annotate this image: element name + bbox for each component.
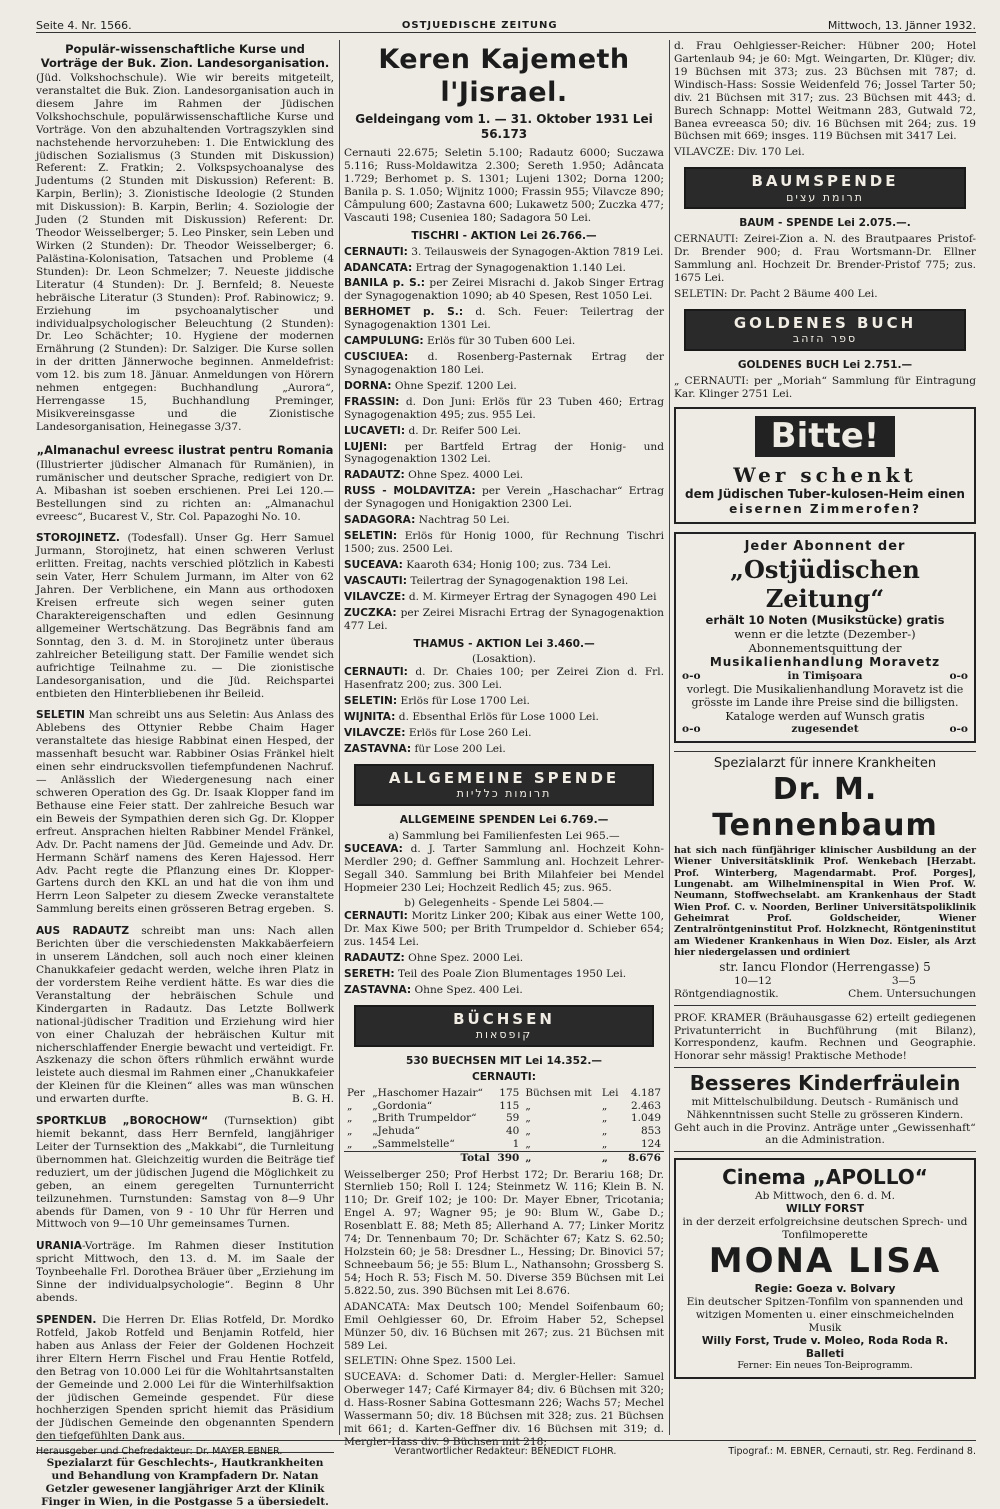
table-total-row: Total 390 „ „ 8.676 bbox=[344, 1151, 664, 1164]
article-kurse bbox=[36, 42, 334, 434]
list-item: RADAUTZ: Ohne Spez. 4000 Lei. bbox=[344, 469, 524, 482]
buechsen-body: Weisselberger 250; Prof Herbst 172; Dr. Berariu 168; Dr. Sternlieb 150; Roll I. 124; Steinmetz W. 116; Klein B. N. 110; Dr. Greif 102; je 100: Dr. Mayer Ebner, Tricotania; Engel A. 97; Wagner 95; je 90: Blum W., Gabe D.; Rosenblatt E. 88; Meth 85; Allerhand A. 77; Linker Moritz 74; Dr. Tennenbaum 70; Dr. Schächter 67; Katz S. 62.50; Holzstein 60; je 58: Dresdner L., Hessing; Dr. Binovici 57; Schneebaum 56; je 55: Blum L., Nathansohn; Grossberg S. 54; Hoch R. 53; Fisch M. 50. Diverse 359 Büchsen mit Lei 5.822.50, zus. 390 Büchsen mit Lei 8.676. bbox=[344, 1168, 664, 1297]
list-item: SELETIN: Erlös für Honig 1000, für Rechnung Tischri 1500; zus. 2500 Lei. bbox=[344, 530, 665, 556]
article-spenden-lead: SPENDEN. bbox=[36, 1314, 97, 1327]
header-masthead: OSTJUEDISCHE ZEITUNG bbox=[401, 19, 558, 31]
list-item: WIJNITA: d. Ebsenthal Erlös für Lose 1000 Lei. bbox=[344, 711, 599, 724]
ad-abo-line7: vorlegt. Die Musikalienhandlung Moravetz ist die grösste im Lande ihre Preise sind die billigsten. Kataloge werden auf Wunsch gratis bbox=[686, 682, 964, 723]
article-spenden bbox=[36, 1314, 334, 1443]
article-radautz-body: schreibt man uns: Nach allen Berichten über die verschiedensten Makkabäerfeiern in unserem Ländchen, soll auch noch einer kleinen Chanukkafeier gedacht werden, welche ihren Platz in der vorderstem Reihe verdient hätte. Es war dies die Veranstaltung der hebräischen Schule und Kindergarten in Radautz. Das Letzte Bollwerk national-jüdischer Tradition und Erziehung wird hier von einer Chaluzah der hebräischen Kultur mit nicherschlaffender Energie bewacht und verteidigt. Fr. Aszkenazy die schon öfters rühmlich erwähnt wurde leistete auch diesmal im Rahmen einer „Chanukkafeier der Kleinen für die Kleinen“ alles was man wünschen und erwarten durfte. bbox=[36, 925, 334, 1106]
article-seletin bbox=[36, 709, 334, 916]
list-item: CERNAUTI: Moritz Linker 200; Kibak aus einer Wette 100, Dr. Max Kiwe 500; per Brith Trumpeldor d. Schieber 654; zus. 1454 Lei. bbox=[344, 910, 665, 949]
list-item: CUSCIUEA: d. Rosenberg-Pasternak Ertrag der Synagogenaktion 180 Lei. bbox=[344, 351, 664, 376]
ad-kinderfraeulein bbox=[674, 1071, 976, 1152]
ad-abonnent bbox=[674, 532, 976, 743]
column-middle bbox=[344, 40, 665, 1448]
list-item: ZASTAVNA: Ohne Spez. 400 Lei. bbox=[344, 983, 523, 996]
list-item: CAMPULUNG: Erlös für 30 Tuben 600 Lei. bbox=[344, 335, 576, 348]
column-rule-2 bbox=[669, 40, 670, 1435]
article-urania-body: -Vorträge. Im Rahmen dieser Institution spricht Mittwoch, den 13. d. M. im Saale der Toynbeehalle Frl. Dorothea Bräuer über „Erziehung im Sinne der individualpsychologie“. Beginn 8 Uhr abends. bbox=[36, 1240, 334, 1305]
buechsen-adancata: ADANCATA: Max Deutsch 100; Mendel Soifenbaum 60; Emil Oehlgiesser 60, Dr. Efroim Haber 52, Schepsel Münzer 50, div. 16 Büchsen mit 267; zus. 21 Büchsen mit 589 Lei. bbox=[344, 1300, 664, 1352]
article-urania bbox=[36, 1240, 334, 1305]
page-header bbox=[36, 12, 976, 33]
baum-seletin: SELETIN: Dr. Pacht 2 Bäume 400 Lei. bbox=[674, 287, 878, 300]
list-item: CERNAUTI: d. Dr. Chaies 100; per Zeirei Zion d. Frl. Hasenfratz 200; zus. 300 Lei. bbox=[344, 666, 664, 692]
table-row: „ „Brith Trumpeldor“ 59 „ „ 1.049 bbox=[347, 1112, 661, 1125]
ad-cinema-film: MONA LISA bbox=[708, 1241, 942, 1282]
list-item: VASCAUTI: Teilertrag der Synagogenaktion 198 Lei. bbox=[344, 574, 629, 587]
list-item: ADANCATA: Ertrag der Synagogenaktion 1.140 Lei. bbox=[344, 261, 626, 274]
ad-abo-line8: o-o zugesendet o-o bbox=[682, 722, 968, 735]
ad-bitte-line2: Wer schenkt bbox=[733, 463, 917, 488]
article-storojinetz-body: (Todesfall). Unser Gg. Herr Samuel Jurmann, Storojinetz, hat einen schweren Verlust erlitten. Freitag, nachts verschied plötzlich in Kabesti sein Vater, Herr Schulem Jurmann, im Alter von 62 Jahren. Der Verblichene, ein Mann aus orthodoxen Kreisen erfreute sich wegen seiner guten Charaktereigenschaften und edlen Gesinnung allgemeiner Wertschätzung. Das Begräbnis fand am Sonntag, den 3. d. M. in Storojinetz unter überaus zahlreicher Beteiligung statt. Der Familie wendet sich aufrichtige Teilnahme zu. — Die zionistische Landesorganisation, und die Jüd. Reichspartei entbieten den Hinterbliebenen ihr Beileid. bbox=[36, 532, 334, 700]
kkl-intro: Cernauti 22.675; Seletin 5.100; Radautz 6000; Suczawa 5.116; Russ-Moldawitza 2.300; Sereth 1.950; Adâncata 1.729; Berhomet p. S. 1301; Lujeni 1302; Dorna 1200; Banila p. S. 1.050; Wijnitz 1000; Frassin 955; Vilavcze 890; Câmpulung 600; Zastavna 600; Lukawetz 500; Zuczka 477; Vascauti 198; Cuseniea 180; Sadagora 50 Lei. bbox=[344, 147, 664, 224]
article-seletin-signature: S. bbox=[323, 903, 334, 916]
gold-title: GOLDENES BUCH Lei 2.751.— bbox=[737, 358, 913, 371]
header-date: Mittwoch, 13. Jänner 1932. bbox=[827, 18, 976, 32]
list-item: SERETH: Teil des Poale Zion Blumentages 1950 Lei. bbox=[344, 968, 627, 981]
list-item: RADAUTZ: Ohne Spez. 2000 Lei. bbox=[344, 952, 524, 965]
header-page-number: Seite 4. Nr. 1566. bbox=[36, 18, 132, 32]
list-item: VILAVCZE: d. M. Kirmeyer Ertrag der Synagogen 490 Lei bbox=[344, 590, 657, 603]
buechsen-seletin: SELETIN: Ohne Spez. 1500 Lei. bbox=[344, 1355, 516, 1368]
article-kurse-title: Populär-wissenschaftliche Kurse und Vorträge der Buk. Zion. Landesorganisation. bbox=[40, 42, 330, 71]
article-almanach bbox=[36, 443, 334, 524]
ad-abo-line1: Jeder Abonnent der bbox=[744, 538, 906, 554]
ad-bitte-headline: Bitte! bbox=[755, 416, 896, 457]
ad-cinema-director: Regie: Goeza v. Bolvary bbox=[754, 1282, 896, 1295]
ad-getzler: Spezialarzt für Geschlechts-, Hautkrankheiten und Behandlung von Krampfadern Dr. Natan Getzler gewesener langjähriger Arzt der Klinik Finger in Wien, in die Postgasse 5 a übersiedelt. bbox=[36, 1452, 334, 1509]
list-item: ZUCZKA: per Zeirei Misrachi Ertrag der Synagogenaktion 477 Lei. bbox=[344, 606, 665, 632]
ad-tennenbaum-name: Dr. M. Tennenbaum bbox=[712, 771, 938, 844]
ad-abo-line2: „Ostjüdischen Zeitung“ bbox=[730, 554, 920, 613]
list-item: SUCEAVA: d. J. Tarter Sammlung anl. Hochzeit Kohn-Merdler 290; d. Geffner Sammlung anl. Hochzeit Lehrer-Segall 340. Sammlung bei Brith Milahfeier bei Mendel Hopmeier 230 Lei; Hochzeit Redlich 45; zus. 965. bbox=[344, 842, 664, 894]
gold-cernauti: „ CERNAUTI: per „Moriah“ Sammlung für Eintragung Kar. Klinger 2751 Lei. bbox=[674, 374, 976, 400]
ad-tennenbaum-services: Röntgendiagnostik. Chem. Untersuchungen bbox=[674, 987, 976, 1000]
article-almanach-body: (Illustrierter jüdischer Almanach für Rumänien), in rumänischer und deutscher Sprache, redigiert von Dr. A. Mibashan ist soeben erschienen. Prei Lei 120.— Bestellungen sind zu richten an: „Almanachul evreesc“, Bucarest V., Str. Col. Papazoghi No. 10. bbox=[36, 458, 334, 523]
banner-buechsen-hebrew: קופסאות bbox=[475, 1028, 533, 1042]
ad-abo-line4: wenn er die letzte (Dezember-) Abonnementsquittung der bbox=[734, 627, 916, 656]
ad-tennenbaum-hours: 10—12 3—5 bbox=[734, 974, 916, 987]
article-sportklub-body: (Turnsektion) gibt hiemit bekannt, dass Herr Bernfeld, langjähriger Leiter der Turnsektion des „Makkabi“, die Turnleitung übernommen hat. Gleichzeitig wurden die Beiträge tief reduziert, um der jüdischen Jugend die Möglichkeit zu geben, an einem geregelten Turnunterricht teilzunehmen. Turnstunden: Samstag von 8—9 Uhr abends für Damen, von 9 - 10 Uhr für Herren und Mittwoch von 9—10 Uhr gemeinsames Turnen. bbox=[36, 1115, 334, 1231]
ad-tennenbaum-address: str. Iancu Flondor (Herrengasse) 5 bbox=[719, 960, 931, 975]
buechsen-continued: d. Frau Oehlgiesser-Reicher: Hübner 200; Hotel Gartenlaub 94; je 60: Mgt. Weingarten, Dr. Klüger; div. 19 Büchsen mit 373; zus. 23 Büchsen mit 787; d. Windisch-Hass: Sossie Weidenfeld 76; Jossel Tarter 50; div. 21 Büchsen mit 317; zus. 23 Büchsen mit 443; d. Burech Schnapp: Mottel Weitmann 283, Gutwald 72, Banea evreeasca 50; div. 16 Büchsen mit 264; zus. 19 Büchsen mit 669; insges. 119 Büchsen mit 3417 Lei. bbox=[674, 40, 976, 143]
list-item: SADAGORA: Nachtrag 50 Lei. bbox=[344, 514, 510, 527]
buechsen-vilavcze: VILAVCZE: Div. 170 Lei. bbox=[674, 146, 805, 159]
ad-kinderfraeulein-body: mit Mittelschulbildung. Deutsch - Rumänisch und Nähkenntnissen sucht Stelle zu grösseren Kindern. Geht auch in die Provinz. Anträge unter „Gewissenhaft“ an die Administration. bbox=[674, 1095, 976, 1147]
banner-allgemeine-label: ALLGEMEINE SPENDE bbox=[388, 769, 620, 788]
ad-abo-line5: Musikalienhandlung Moravetz bbox=[709, 655, 941, 670]
table-row: Per „Haschomer Hazair“ 175 Büchsen mit Lei 4.187 bbox=[347, 1086, 661, 1099]
thamus-title: THAMUS - AKTION Lei 3.460.— bbox=[413, 637, 595, 650]
page-footer bbox=[36, 1440, 976, 1463]
list-item: SUCEAVA: Kaaroth 634; Honig 100; zus. 734 Lei. bbox=[344, 558, 612, 571]
banner-buechsen-label: BÜCHSEN bbox=[453, 1010, 555, 1029]
article-urania-lead: URANIA bbox=[36, 1240, 82, 1253]
ad-tennenbaum-body: hat sich nach fünfjähriger klinischer Ausbildung an der Wiener Universitätsklinik Prof. Wenkebach [Herzabt. Prof. Winterberg, Magendarmabt. Prof. Porges], Lungenabt. am Wilhelminenspital in Wien Prof. W. Neumann, Stoffwechselabt. am Krankenhaus der Stadt Wien Prof. C. v. Noorden, Berliner Universitätspoliklinik Geheimrat Prof. Goldscheider, Wiener Zentralröntgeninstitut Prof. Holzknecht, Röntgeninstitut am Wiedener Krankenhaus in Wien Doz. Eisler, als Arzt hier niedergelassen und ordiniert bbox=[674, 844, 976, 958]
article-radautz bbox=[36, 925, 334, 1106]
ad-abo-line3: erhält 10 Noten (Musikstücke) gratis bbox=[705, 613, 945, 628]
allg-a-heading: a) Sammlung bei Familienfesten Lei 965.— bbox=[388, 829, 620, 842]
article-sportklub-lead: SPORTKLUB „BOROCHOW“ bbox=[36, 1115, 209, 1128]
footer-publisher: Herausgeber und Chefredakteur: Dr. MAYER EBNER. bbox=[36, 1446, 283, 1458]
list-item: BANILA p. S.: per Zeirei Misrachi d. Jakob Singer Ertrag der Synagogenaktion 1090; ab 40 Spesen, Rest 1050 Lei. bbox=[344, 277, 665, 303]
thamus-subtitle: (Losaktion). bbox=[471, 653, 537, 666]
allg-title: ALLGEMEINE SPENDEN Lei 6.769.— bbox=[399, 813, 609, 826]
article-seletin-body: Man schreibt uns aus Seletin: Aus Anlass des Ablebens des Ottynier Rebbe Chaim Hager veranstaltete das hiesige Rabbinat einen Hesped, der massenhaft besucht war. Rabbiner Osias Fränkel hielt einen sehr eindrucksvollen tiefempfundenen Nachruf. — Anlässlich der Wiedergenesung nach einer schweren Operation des Gg. Dr. Isaak Klopper fand im Bethause eine Feier statt. Der zahlreiche Besuch war ein Beweis der Sympathien deren sich Gg. Dr. Klopper erfreut. Ansprachen hielten Rabbiner Mendel Fränkel, Adv. Dr. Pacht namens der Jüd. Gemeinde und Adv. Dr. Hermann Schärf namens des Keren Hajessod. Herr Adv. Pacht regte die Pflanzung eines Dr. Klopper-Gartens durch den KKL an und hat die von ihm und Herrn Leon Salpeter zu diesem Zwecke veranstaltete Sammlung bereits einen grösseren Betrag ergeben. bbox=[36, 709, 334, 916]
article-seletin-lead: SELETIN bbox=[36, 709, 85, 722]
list-item: CERNAUTI: 3. Teilausweis der Synagogen-Aktion 7819 Lei. bbox=[344, 245, 664, 258]
list-item: RUSS - MOLDAVITZA: per Verein „Haschachar“ Ertrag der Synagogen und Honigaktion 2300 Lei. bbox=[344, 485, 664, 511]
ad-bitte bbox=[674, 407, 976, 524]
banner-buechsen bbox=[354, 1005, 654, 1047]
ad-cinema-desc: in der derzeit erfolgreichsine deutschen Sprech- und Tonfilmoperette bbox=[682, 1215, 968, 1241]
banner-goldenes-buch bbox=[684, 309, 966, 351]
ad-cinema-star: WILLY FORST bbox=[785, 1202, 865, 1215]
ad-tennenbaum bbox=[674, 751, 976, 1006]
buechsen-suceava: SUCEAVA: d. Schomer Dati: d. Mergler-Heller: Samuel Oberweger 147; Café Kirmayer 84; div. 6 Büchsen mit 320; d. Hass-Rosner Sabina Gottesmann 226; Wachs 57; Mechel Wassermann 50; div. 18 Büchsen mit 328; zus. 21 Büchsen mit 661; d. Karten-Geffner div. 16 Büchsen mit 319; d. Mergler-Hass div. 9 Büchsen mit 218; bbox=[344, 1371, 664, 1448]
buechsen-table bbox=[344, 1087, 664, 1165]
article-kurse-body: (Jüd. Volkshochschule). Wie wir bereits mitgeteilt, veranstaltet die Buk. Zion. Landesorganisation auch in diesem Jahre im Rahmen der Jüdischen Volkshochschule, populärwissenschaftliche Kurse und Vorträge. Von den abzuhaltenden Vortragszyklen sind nachstehende hervorzuheben: 1. Die Entwicklung des jüdischen Sozialismus (3 Stunden mit Diskussion) Referent: Z. Fratkin; 2. Volkspsychoanalyse des Judentums (2 Stunden mit Diskussion) Referent: B. Karpin, Berlin); 3. Zionistische Ideologie (2 Stunden mit Diskussion): B. Karpin, Berlin; 4. Soziologie der Juden (2 Stunden mit Diskussion) Referent: Dr. Theodor Weisselberger; 5. Leo Pinsker, sein Leben und Wirken (2 Stunden): Dr. Theodor Weisselberger; 6. Palästina-Kolonisation, Tatsachen und Probleme (4 Stunden): Dr. Leon Schmelzer; 7. Neueste jiddische Literatur (4 Stunden): Dr. J. Bernfeld; 8. Neueste hebräische Literatur (3 Stunden): Prof. Rabinowicz; 9. Erziehung im psychoanalytischer und individualpsychologischer Beleuchtung (2 Stunden): Dr. Leo Schächter; 10. Hygiene der modernen Ernährung (2 Stunden): Dr. Salziger. Die Kurse sollen in der dritten Jännerwoche beginnen. Anmeldefrist: vom 12. bis zum 18. Jänuar. Anmeldungen von Hörern nehmen entgegen: Buchhandlung „Aurora“, Herrengasse 15, Buchhandlung Preminger, Misikvereinsgasse und die Zionistische Landesorganisation, Heinegasse 3/37. bbox=[36, 72, 334, 433]
article-radautz-lead: AUS RADAUTZ bbox=[36, 925, 130, 938]
banner-goldenes-label: GOLDENES BUCH bbox=[733, 313, 917, 332]
list-item: BERHOMET p. S.: d. Sch. Feuer: Teilertrag der Synagogenaktion 1301 Lei. bbox=[344, 306, 664, 332]
ad-abo-line6: o-o in Timişoara o-o bbox=[682, 669, 968, 682]
banner-baumspende-label: BAUMSPENDE bbox=[751, 172, 899, 191]
ad-kinderfraeulein-title: Besseres Kinderfräulein bbox=[689, 1071, 961, 1096]
ad-cinema-extra: Ferner: Ein neues Ton-Beiprogramm. bbox=[737, 1360, 913, 1372]
tischri-list bbox=[344, 246, 664, 633]
kkl-title: Keren Kajemeth l'Jisrael. bbox=[378, 44, 630, 108]
article-storojinetz-lead: STOROJINETZ. bbox=[36, 532, 120, 545]
ad-cinema-apollo bbox=[674, 1158, 976, 1378]
list-item: SELETIN: Erlös für Lose 1700 Lei. bbox=[344, 695, 530, 708]
kkl-subtitle: Geldeingang vom 1. — 31. Oktober 1931 Lei 56.173 bbox=[355, 111, 653, 141]
banner-allgemeine-spende bbox=[354, 764, 654, 806]
ad-cinema-title: Cinema „APOLLO“ bbox=[722, 1165, 928, 1190]
ad-bitte-line4: eisernen Zimmerofen? bbox=[729, 502, 921, 517]
list-item: LUJENI: per Bartfeld Ertrag der Honig- und Synagogenaktion 1302 Lei. bbox=[344, 440, 664, 466]
table-row: „ „Gordonia“ 115 „ „ 2.463 bbox=[347, 1099, 661, 1112]
list-item: LUCAVETI: d. Dr. Reifer 500 Lei. bbox=[344, 424, 522, 437]
ad-cinema-tagline: Ein deutscher Spitzen-Tonfilm von spannenden und witzigen Momenten u. einer einschmeichelnden Musik bbox=[686, 1295, 964, 1334]
baum-title: BAUM - SPENDE Lei 2.075.—. bbox=[739, 217, 911, 230]
list-item: ZASTAVNA: für Lose 200 Lei. bbox=[344, 743, 506, 755]
list-item: FRASSIN: d. Don Juni: Erlös für 23 Tuben 460; Ertrag Synagogenaktion 495; zus. 955 Lei. bbox=[344, 395, 664, 421]
ad-kramer: PROF. KRAMER (Bräuhausgasse 62) erteilt gediegenen Privatunterricht in Buchführung (mit Bilanz), Korrespondenz, kaufm. Rechnen und Geographie. Honorar sehr mässig! Praktische Methode! bbox=[674, 1012, 976, 1069]
article-almanach-title: „Almanachul evreesc ilustrat pentru Romania bbox=[36, 442, 334, 457]
buechsen-city: CERNAUTI: bbox=[472, 1070, 536, 1083]
list-item: VILAVCZE: Erlös für Lose 260 Lei. bbox=[344, 727, 532, 740]
tischri-title: TISCHRI - AKTION Lei 26.766.— bbox=[411, 229, 597, 242]
table-row: „ „Sammelstelle“ 1 „ „ 124 bbox=[347, 1137, 661, 1150]
banner-baumspende bbox=[684, 167, 966, 209]
banner-goldenes-hebrew: ספר הזהב bbox=[792, 332, 858, 346]
allg-b-heading: b) Gelegenheits - Spende Lei 5804.— bbox=[404, 897, 604, 910]
column-right bbox=[674, 40, 976, 1435]
thamus-list bbox=[344, 666, 664, 756]
ad-cinema-date: Ab Mittwoch, den 6. d. M. bbox=[755, 1189, 895, 1202]
buechsen-title: 530 BUECHSEN MIT Lei 14.352.— bbox=[406, 1054, 602, 1067]
column-rule-1 bbox=[339, 40, 340, 1435]
article-storojinetz bbox=[36, 532, 334, 700]
article-sportklub bbox=[36, 1115, 334, 1231]
ad-tennenbaum-line1: Spezialarzt für innere Krankheiten bbox=[713, 755, 937, 771]
banner-allgemeine-hebrew: תרומות כלליות bbox=[456, 787, 552, 801]
article-radautz-signature: B. G. H. bbox=[292, 1093, 334, 1106]
ad-bitte-line3: dem Jüdischen Tuber-kulosen-Heim einen bbox=[685, 487, 965, 502]
footer-printer: Tipograf.: M. EBNER, Cernauti, str. Reg. Ferdinand 8. bbox=[728, 1446, 976, 1458]
banner-baumspende-hebrew: תרומת עצים bbox=[786, 190, 864, 204]
footer-editor: Verantwortlicher Redakteur: BENEDICT FLOHR. bbox=[394, 1446, 617, 1458]
ad-cinema-cast: Willy Forst, Trude v. Moleo, Roda Roda R. Balleti bbox=[701, 1334, 949, 1360]
table-row: „ „Jehuda“ 40 „ „ 853 bbox=[347, 1125, 661, 1138]
list-item: DORNA: Ohne Spezif. 1200 Lei. bbox=[344, 379, 517, 392]
article-spenden-body: Die Herren Dr. Elias Rotfeld, Dr. Mordko Rotfeld, Jakob Rotfeld und Benjamin Rotfeld, hier haben aus Anlass der Feier der Goldenen Hochzeit ihrer Eltern Herrn Fischel und Frau Hentie Rotfeld, den Betrag von 10.000 Lei für die Wohltahrtsanstalten der Gemeinde und 2.000 Lei für die Winterhilfsaktion der jüdischen Gemeinde gespendet. Für diese hochherzigen Spenden spricht hiemit das Präsidium der Jüdischen Gemeinde den obgenannten Spendern den tiefgefühlten Dank aus. bbox=[36, 1314, 334, 1443]
baum-cernauti: CERNAUTI: Zeirei-Zion a. N. des Brautpaares Pristof-Dr. Brender 900; d. Frau Wortsmann-Dr. Ellner Sammlung anl. Hochzeit Dr. Brender-Pristof 775; zus. 1675 Lei. bbox=[674, 233, 976, 284]
